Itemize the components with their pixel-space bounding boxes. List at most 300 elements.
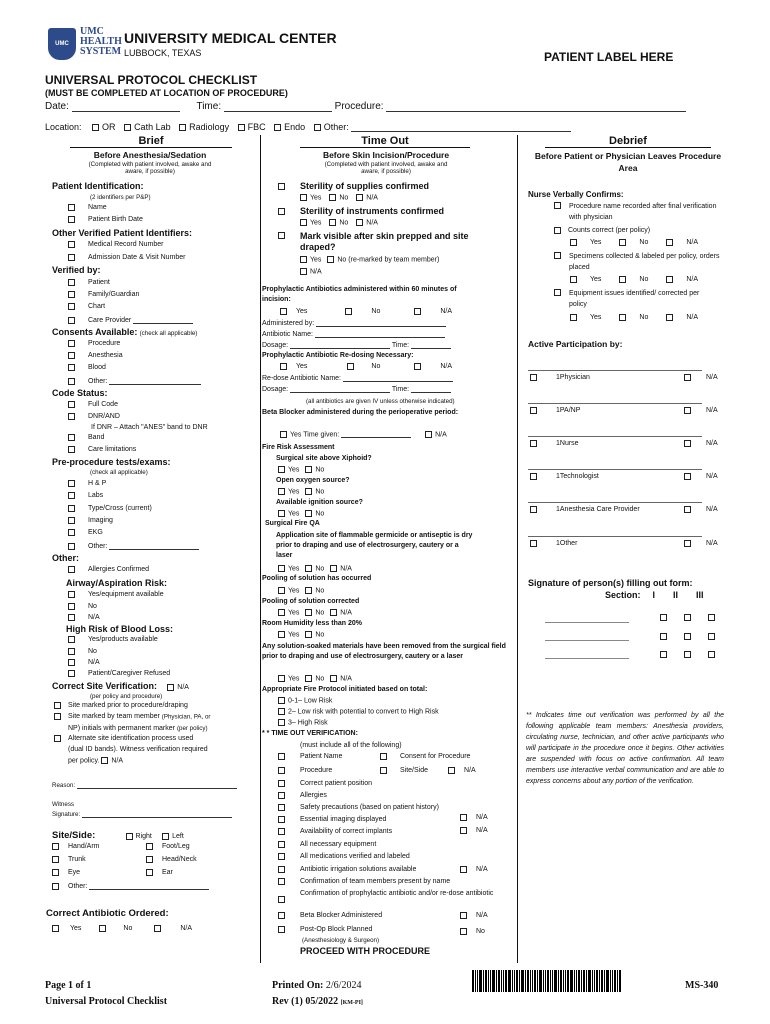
item-label: N/A xyxy=(464,767,476,775)
checkbox[interactable] xyxy=(68,434,75,441)
checkbox[interactable] xyxy=(684,374,691,381)
checkbox[interactable] xyxy=(460,912,467,919)
checkbox[interactable] xyxy=(278,804,285,811)
item-label: N/A xyxy=(440,308,453,316)
checkbox[interactable] xyxy=(305,466,312,473)
checkbox[interactable] xyxy=(68,317,75,324)
item-label: Yes xyxy=(310,194,322,202)
item-label: Yes xyxy=(70,925,82,933)
item-label: Site marked prior to procedure/draping xyxy=(68,702,188,710)
item-label: No xyxy=(123,925,133,933)
checkbox[interactable] xyxy=(68,303,75,310)
text-field[interactable] xyxy=(133,315,193,324)
checkbox[interactable] xyxy=(554,202,561,209)
item-label: Care limitations xyxy=(88,446,137,454)
item-label: 3– High Risk xyxy=(288,719,328,727)
checkbox[interactable] xyxy=(414,308,421,315)
checkbox[interactable] xyxy=(278,853,285,860)
checkbox[interactable] xyxy=(660,614,667,621)
checkbox[interactable] xyxy=(327,256,334,263)
section-heading: Surgical Fire QA xyxy=(265,520,320,527)
checkbox[interactable] xyxy=(278,488,285,495)
checkbox[interactable] xyxy=(330,609,337,616)
item-label: Chart xyxy=(88,303,106,311)
checkbox[interactable] xyxy=(278,565,285,572)
section-heading: Active Participation by: xyxy=(528,339,623,349)
field-label: Re-dose Antibiotic Name: xyxy=(262,375,341,382)
checkbox[interactable] xyxy=(280,431,287,438)
item-label: N/A xyxy=(340,565,352,573)
section-heading: Code Status: xyxy=(52,388,108,398)
checkbox[interactable] xyxy=(68,517,75,524)
item-label: Yes xyxy=(288,510,300,518)
checkbox[interactable] xyxy=(52,843,59,850)
checkbox[interactable] xyxy=(554,289,561,296)
procedure-label: Procedure: xyxy=(334,101,384,112)
checkbox[interactable] xyxy=(380,753,387,760)
item-label: Yes xyxy=(590,239,602,247)
column-divider xyxy=(260,135,261,963)
item-label: Yes xyxy=(288,631,300,639)
item-label: 2– Low risk with potential to convert to High Risk xyxy=(288,708,439,716)
note: (re-marked by team member) xyxy=(348,256,440,264)
checkbox[interactable] xyxy=(314,124,321,131)
item-label: Essential imaging displayed xyxy=(300,816,387,824)
checkbox[interactable] xyxy=(68,480,75,487)
item-label: Yes xyxy=(288,675,300,683)
page-number: Page 1 of 1 xyxy=(45,980,92,991)
checkbox[interactable] xyxy=(570,314,577,321)
text-field[interactable] xyxy=(315,331,445,338)
item-label: Patient xyxy=(88,279,110,287)
item-label: Yes xyxy=(590,314,602,322)
signature-field[interactable] xyxy=(82,812,232,818)
checkbox[interactable] xyxy=(530,374,537,381)
checkbox[interactable] xyxy=(684,440,691,447)
checkbox[interactable] xyxy=(126,833,133,840)
checkbox[interactable] xyxy=(68,670,75,677)
checkbox[interactable] xyxy=(684,651,691,658)
org-name: UNIVERSITY MEDICAL CENTER xyxy=(124,30,337,46)
logo-text xyxy=(80,27,122,57)
question: Open oxygen source? xyxy=(276,477,350,484)
text-field[interactable] xyxy=(411,386,451,393)
text-field[interactable] xyxy=(109,541,199,550)
brief-title: Brief xyxy=(70,135,232,148)
item-label: Labs xyxy=(88,492,104,500)
checkbox[interactable] xyxy=(300,194,307,201)
item-label: N/A xyxy=(476,814,488,822)
checkbox[interactable] xyxy=(530,506,537,513)
checkbox[interactable] xyxy=(278,631,285,638)
checkbox[interactable] xyxy=(619,314,626,321)
checkbox[interactable] xyxy=(278,816,285,823)
proceed-label: PROCEED WITH PROCEDURE xyxy=(300,946,431,956)
note: (per policy) xyxy=(176,725,208,732)
section-heading: High Risk of Blood Loss: xyxy=(66,624,173,634)
checkbox[interactable] xyxy=(278,719,285,726)
checkbox[interactable] xyxy=(274,124,281,131)
checkbox[interactable] xyxy=(684,614,691,621)
checkbox[interactable] xyxy=(305,510,312,517)
checkbox[interactable] xyxy=(666,276,673,283)
checkbox[interactable] xyxy=(684,633,691,640)
checkbox[interactable] xyxy=(329,219,336,226)
checkbox[interactable] xyxy=(278,208,285,215)
checkbox[interactable] xyxy=(300,268,307,275)
location-row xyxy=(45,122,571,132)
location-option: Other: xyxy=(323,122,349,132)
question: Room Humidity less than 20% xyxy=(262,620,362,627)
checkbox[interactable] xyxy=(530,407,537,414)
checkbox[interactable] xyxy=(570,276,577,283)
item-label: Yes/products available xyxy=(88,636,158,644)
checkbox[interactable] xyxy=(684,407,691,414)
checkbox[interactable] xyxy=(305,631,312,638)
form-subtitle: (MUST BE COMPLETED AT LOCATION OF PROCEDURE) xyxy=(45,88,288,98)
item-label: Admission Date & Visit Number xyxy=(88,254,186,262)
checkbox[interactable] xyxy=(278,609,285,616)
text-field[interactable] xyxy=(290,386,390,393)
item-label: Type/Cross (current) xyxy=(88,505,152,513)
checkbox[interactable] xyxy=(68,401,75,408)
checkbox[interactable] xyxy=(356,194,363,201)
checkbox[interactable] xyxy=(280,363,287,370)
checkbox[interactable] xyxy=(278,792,285,799)
item-label: N/A xyxy=(476,827,488,835)
field-label: Dosage: xyxy=(262,386,289,393)
checkbox[interactable] xyxy=(305,565,312,572)
section-heading: Other Verified Patient Identifiers: xyxy=(52,228,193,238)
checkbox[interactable] xyxy=(68,364,75,371)
checkbox[interactable] xyxy=(68,603,75,610)
item-label: No xyxy=(371,363,381,371)
checkbox[interactable] xyxy=(356,219,363,226)
checkbox[interactable] xyxy=(570,239,577,246)
checkbox[interactable] xyxy=(278,708,285,715)
item-label: Patient Birth Date xyxy=(88,216,143,224)
checkbox[interactable] xyxy=(305,587,312,594)
text-field[interactable] xyxy=(411,342,451,349)
checkbox[interactable] xyxy=(68,413,75,420)
checkbox[interactable] xyxy=(278,232,285,239)
checkbox[interactable] xyxy=(460,814,467,821)
checkbox[interactable] xyxy=(52,869,59,876)
checkbox[interactable] xyxy=(278,510,285,517)
checkbox[interactable] xyxy=(329,194,336,201)
question: Pooling of solution has occurred xyxy=(262,575,372,582)
timeout-title: Time Out xyxy=(300,135,470,148)
item-label: No xyxy=(639,276,649,284)
item-label: Yes xyxy=(290,431,302,439)
item-label: No xyxy=(315,609,325,617)
checkbox[interactable] xyxy=(305,675,312,682)
note: (2 identifiers per P&P) xyxy=(90,194,151,201)
checkbox[interactable] xyxy=(68,659,75,666)
checkbox[interactable] xyxy=(278,878,285,885)
checkbox[interactable] xyxy=(278,753,285,760)
checkbox[interactable] xyxy=(154,925,161,932)
checkbox[interactable] xyxy=(101,757,108,764)
section-number: II xyxy=(673,590,679,600)
item-label: Patient Name xyxy=(300,753,343,761)
checkbox[interactable] xyxy=(68,378,75,385)
checkbox[interactable] xyxy=(278,466,285,473)
other-location-field[interactable] xyxy=(351,123,571,132)
item-label: N/A xyxy=(435,431,447,439)
checkbox[interactable] xyxy=(300,256,307,263)
item-label: Confirmation of team members present by name xyxy=(300,878,451,886)
checkbox[interactable] xyxy=(68,566,75,573)
checkbox[interactable] xyxy=(345,308,352,315)
question: Application site of flammable germicide or antiseptic is dry prior to draping and use of electrosurgery, cautery or a laser xyxy=(276,532,473,559)
item-label: No xyxy=(315,488,325,496)
checkbox[interactable] xyxy=(167,684,174,691)
checkbox[interactable] xyxy=(68,648,75,655)
checkbox[interactable] xyxy=(68,529,75,536)
checkbox[interactable] xyxy=(347,363,354,370)
text-field[interactable] xyxy=(341,431,411,438)
field-label: Dosage: xyxy=(262,342,289,349)
checkbox[interactable] xyxy=(619,239,626,246)
text-field[interactable] xyxy=(89,881,209,890)
checkbox[interactable] xyxy=(305,609,312,616)
item-label: Yes xyxy=(288,488,300,496)
checkbox[interactable] xyxy=(278,587,285,594)
role-label: 1Nurse xyxy=(556,440,579,448)
item-label: Sterility of instruments confirmed xyxy=(300,206,445,216)
checkbox[interactable] xyxy=(278,697,285,704)
checkbox[interactable] xyxy=(278,912,285,919)
checkbox[interactable] xyxy=(300,219,307,226)
checkbox[interactable] xyxy=(660,651,667,658)
checkbox[interactable] xyxy=(238,124,245,131)
signature-line xyxy=(545,658,629,659)
checkbox[interactable] xyxy=(278,866,285,873)
checkbox[interactable] xyxy=(708,633,715,640)
checkbox[interactable] xyxy=(68,505,75,512)
note: (per policy and procedure) xyxy=(90,693,163,700)
checkbox[interactable] xyxy=(92,124,99,131)
brief-subtitle: Before Anesthesia/Sedation xyxy=(93,150,207,160)
item-label: N/A xyxy=(706,407,718,415)
item-label: N/A xyxy=(340,609,352,617)
signature-line xyxy=(528,536,702,537)
text-field[interactable] xyxy=(316,320,446,327)
item-label: Head/Neck xyxy=(162,856,197,864)
item-label: Specimens collected & labeled per policy, orders placed xyxy=(569,253,720,271)
section-heading: Correct Antibiotic Ordered: xyxy=(46,908,169,919)
section-heading: Nurse Verbally Confirms: xyxy=(528,190,624,199)
item-label: N/A xyxy=(440,363,453,371)
item-label: No xyxy=(339,219,349,227)
checkbox[interactable] xyxy=(684,540,691,547)
debrief-title: Debrief xyxy=(545,135,711,148)
section-heading: Prophylactic Antibiotic Re-dosing Necessary: xyxy=(262,352,414,359)
checkbox[interactable] xyxy=(460,866,467,873)
checkbox[interactable] xyxy=(305,488,312,495)
checkbox[interactable] xyxy=(554,227,561,234)
checkbox[interactable] xyxy=(280,308,287,315)
item-label: Safety precautions (based on patient history) xyxy=(300,804,439,812)
checkbox[interactable] xyxy=(666,239,673,246)
item-label: Yes xyxy=(288,587,300,595)
item-label: No xyxy=(476,928,485,936)
item-label: N/A xyxy=(686,314,699,322)
note: (check all applicable) xyxy=(90,469,148,476)
checkbox[interactable] xyxy=(68,291,75,298)
checkbox[interactable] xyxy=(708,651,715,658)
item-label: Other: xyxy=(88,378,108,385)
checkbox[interactable] xyxy=(179,124,186,131)
checkbox[interactable] xyxy=(124,124,131,131)
item-label: Eye xyxy=(68,869,81,877)
checkbox[interactable] xyxy=(530,440,537,447)
section-heading: Patient Identification: xyxy=(52,181,144,191)
checkbox[interactable] xyxy=(68,614,75,621)
checkbox[interactable] xyxy=(52,856,59,863)
checkbox[interactable] xyxy=(278,926,285,933)
item-label: Confirmation of prophylactic antibiotic and/or re-dose antibiotic xyxy=(300,890,494,897)
checkbox[interactable] xyxy=(278,896,285,903)
procedure-field[interactable] xyxy=(386,103,686,112)
signature-line xyxy=(528,469,702,470)
checkbox[interactable] xyxy=(68,216,75,223)
item-label: No xyxy=(88,603,97,611)
item-label: per policy. xyxy=(68,757,100,765)
checkbox[interactable] xyxy=(460,827,467,834)
item-label: Procedure xyxy=(88,340,121,348)
checkbox[interactable] xyxy=(448,767,455,774)
item-label: If DNR – Attach "ANES" band to DNR xyxy=(91,424,208,431)
date-field[interactable] xyxy=(72,103,180,112)
checkbox[interactable] xyxy=(52,883,59,890)
timeout-subtitle: Before Skin Incision/Procedure xyxy=(322,150,450,160)
note: (all antibiotics are given IV unless otherwise indicated) xyxy=(306,398,455,405)
checkbox[interactable] xyxy=(68,492,75,499)
checkbox[interactable] xyxy=(414,363,421,370)
checkbox[interactable] xyxy=(708,614,715,621)
item-label: Availability of correct implants xyxy=(300,828,393,836)
item-label: Blood xyxy=(88,364,106,372)
checkbox[interactable] xyxy=(68,241,75,248)
checkbox[interactable] xyxy=(684,506,691,513)
item-label: NP) initials with permanent marker xyxy=(68,725,175,732)
item-label: N/A xyxy=(706,506,718,514)
checkbox[interactable] xyxy=(54,713,61,720)
checkbox[interactable] xyxy=(425,431,432,438)
checkbox[interactable] xyxy=(68,279,75,286)
checkbox[interactable] xyxy=(619,276,626,283)
checkbox[interactable] xyxy=(278,780,285,787)
checkbox[interactable] xyxy=(99,925,106,932)
reason-field[interactable] xyxy=(77,783,237,789)
checkbox[interactable] xyxy=(52,925,59,932)
checkbox[interactable] xyxy=(660,633,667,640)
checkbox[interactable] xyxy=(684,473,691,480)
form-title: UNIVERSAL PROTOCOL CHECKLIST xyxy=(45,73,258,87)
text-field[interactable] xyxy=(343,375,453,382)
checkbox[interactable] xyxy=(330,675,337,682)
item-label: Left xyxy=(172,833,184,840)
checkbox[interactable] xyxy=(278,183,285,190)
checkbox[interactable] xyxy=(68,591,75,598)
checkbox[interactable] xyxy=(54,735,61,742)
logo-line: SYSTEM xyxy=(80,46,122,57)
item-label: N/A xyxy=(180,925,193,933)
checkbox[interactable] xyxy=(330,565,337,572)
checkbox[interactable] xyxy=(530,473,537,480)
time-field[interactable] xyxy=(224,103,332,112)
checkbox[interactable] xyxy=(666,314,673,321)
checkbox[interactable] xyxy=(68,543,75,550)
checkbox[interactable] xyxy=(530,540,537,547)
checkbox[interactable] xyxy=(146,856,153,863)
checkbox[interactable] xyxy=(68,254,75,261)
item-label: Yes xyxy=(310,219,322,227)
checkbox[interactable] xyxy=(68,204,75,211)
checkbox[interactable] xyxy=(278,828,285,835)
item-label: Yes xyxy=(296,308,308,316)
item-label: N/A xyxy=(340,675,352,683)
checkbox[interactable] xyxy=(68,340,75,347)
section-heading: Correct Site Verification: xyxy=(52,681,158,691)
checkbox[interactable] xyxy=(68,636,75,643)
checkbox[interactable] xyxy=(554,252,561,259)
footnote: ** Indicates time out verification was performed by all the following applicable team members: Anesthesia providers, circulating nurse, technician, and other active participants who will participate in the procedure once it begins. Other activities are suspended with focus on active confirmation. All team members use interactive verbal communication and are able to express concerns about any portion of the verification. xyxy=(526,712,724,785)
checkbox[interactable] xyxy=(278,767,285,774)
item-label: 0-1– Low Risk xyxy=(288,697,333,705)
item-label: No xyxy=(315,565,325,573)
item-label: Trunk xyxy=(68,856,86,864)
question: Surgical site above Xiphoid? xyxy=(276,455,372,462)
signature-line xyxy=(528,403,702,404)
item-label: Foot/Leg xyxy=(162,843,190,851)
item-label: Correct patient position xyxy=(300,780,372,788)
checkbox[interactable] xyxy=(278,841,285,848)
item-label: No xyxy=(315,675,325,683)
text-field[interactable] xyxy=(109,376,201,385)
text-field[interactable] xyxy=(290,342,390,349)
item-label: N/A xyxy=(111,757,124,765)
checkbox[interactable] xyxy=(380,767,387,774)
checkbox[interactable] xyxy=(162,833,169,840)
checkbox[interactable] xyxy=(278,675,285,682)
item-label: Site marked by team member xyxy=(68,713,160,721)
section-heading: Signature of person(s) filling out form: xyxy=(528,578,693,588)
checkbox[interactable] xyxy=(146,843,153,850)
item-label: N/A xyxy=(476,912,488,920)
field-label: Time given: xyxy=(303,431,340,439)
item-label: Hand/Arm xyxy=(68,843,100,851)
checkbox[interactable] xyxy=(54,702,61,709)
city: LUBBOCK, TEXAS xyxy=(124,48,202,58)
item-label: Beta Blocker Administered xyxy=(300,912,383,920)
item-label: Band xyxy=(88,434,105,442)
checkbox[interactable] xyxy=(460,928,467,935)
item-label: Medical Record Number xyxy=(88,241,164,249)
role-label: 1Physician xyxy=(556,374,590,382)
time-label: Time: xyxy=(196,101,222,112)
checkbox[interactable] xyxy=(68,352,75,359)
item-label: Antibiotic irrigation solutions available xyxy=(300,866,417,874)
item-label: Yes xyxy=(310,256,322,264)
item-label: N/A xyxy=(88,614,100,622)
item-label: Site/Side xyxy=(400,767,429,775)
checkbox[interactable] xyxy=(146,869,153,876)
checkbox[interactable] xyxy=(68,446,75,453)
item-label: Care Provider xyxy=(88,317,132,324)
